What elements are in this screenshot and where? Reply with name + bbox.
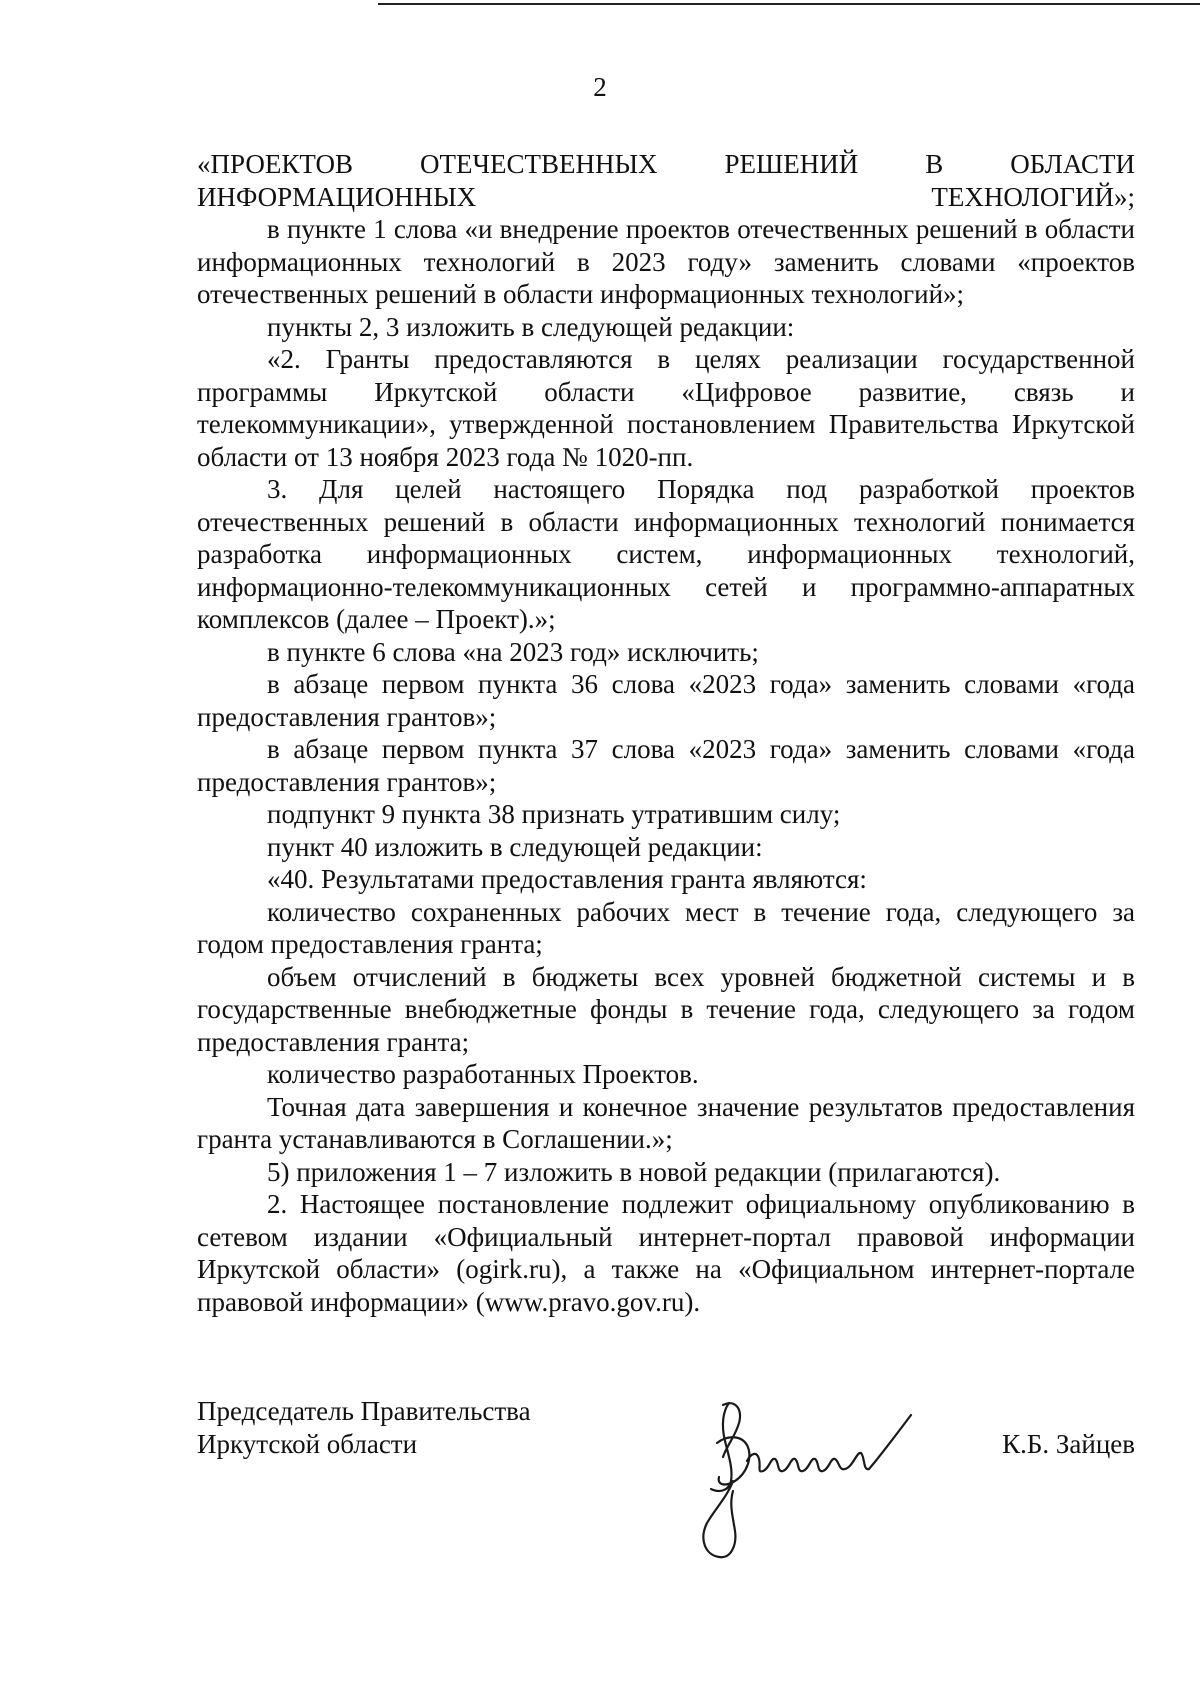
paragraph: в пункте 6 слова «на 2023 год» исключить; [267, 636, 759, 667]
paragraph: в пункте 1 слова «и внедрение проектов отечественных решений в области информационных технологий в 2023 году» заменить словами «проектов отечественных решений в области информационных технологий»; [197, 214, 1135, 309]
paragraph: количество разработанных Проектов. [267, 1059, 699, 1089]
paragraph: в абзаце первом пункта 37 слова «2023 года» заменить словами «года предоставления грантов»; [197, 734, 1135, 797]
paragraph: «ПРОЕКТОВ ОТЕЧЕСТВЕННЫХ РЕШЕНИЙ В ОБЛАСТИ ИНФОРМАЦИОННЫХ ТЕХНОЛОГИЙ»; [197, 149, 1135, 212]
paragraph: объем отчислений в бюджеты всех уровней бюджетной системы и в государственные внебюджетные фонды в течение года, следующего за годом предоставления гранта; [197, 961, 1135, 1057]
signatory-title-line: Иркутской области [197, 1429, 418, 1459]
signatory-name: К.Б. Зайцев [1002, 1429, 1135, 1459]
document-body [197, 148, 1135, 1318]
paragraph: Точная дата завершения и конечное значение результатов предоставления гранта устанавливаются в Соглашении.»; [197, 1091, 1135, 1154]
paragraph: 2. Настоящее постановление подлежит официальному опубликованию в сетевом издании «Официальный интернет-портал правовой информации Иркутской области» (ogirk.ru), а также на «Официальном интернет-портале правовой информации» (www.pravo.gov.ru). [197, 1189, 1135, 1317]
paragraph: «2. Гранты предоставляются в целях реализации государственной программы Иркутской области «Цифровое развитие, связь и телекоммуникации», утвержденной постановлением Правительства Иркутской области от 13 ноября 2023 года № 1020-пп. [197, 344, 1135, 472]
paragraph: пункты 2, 3 изложить в следующей редакции: [267, 311, 795, 342]
paragraph: 5) приложения 1 – 7 изложить в новой редакции (прилагаются). [267, 1156, 1001, 1187]
page-number: 2 [593, 72, 607, 102]
paragraph: количество сохраненных рабочих мест в течение года, следующего за годом предоставления гранта; [197, 896, 1135, 959]
signature-block [197, 1395, 1135, 1545]
signatory-title-line: Председатель Правительства [197, 1396, 531, 1426]
paragraph: пункт 40 изложить в следующей редакции: [267, 831, 763, 862]
signatory-title [197, 1395, 531, 1461]
paragraph: в абзаце первом пункта 36 слова «2023 года» заменить словами «года предоставления грантов»; [197, 669, 1135, 732]
paragraph: 3. Для целей настоящего Порядка под разработкой проектов отечественных решений в области информационных технологий понимается разработка информационных систем, информационных технологий, информационно-телекоммуникационных сетей и программно-аппаратных комплексов (далее – Проект).»; [197, 474, 1135, 634]
paragraph: подпункт 9 пункта 38 признать утратившим силу; [267, 799, 841, 829]
handwritten-signature [677, 1385, 947, 1565]
top-rule [378, 3, 1200, 5]
paragraph: «40. Результатами предоставления гранта являются: [267, 864, 867, 894]
